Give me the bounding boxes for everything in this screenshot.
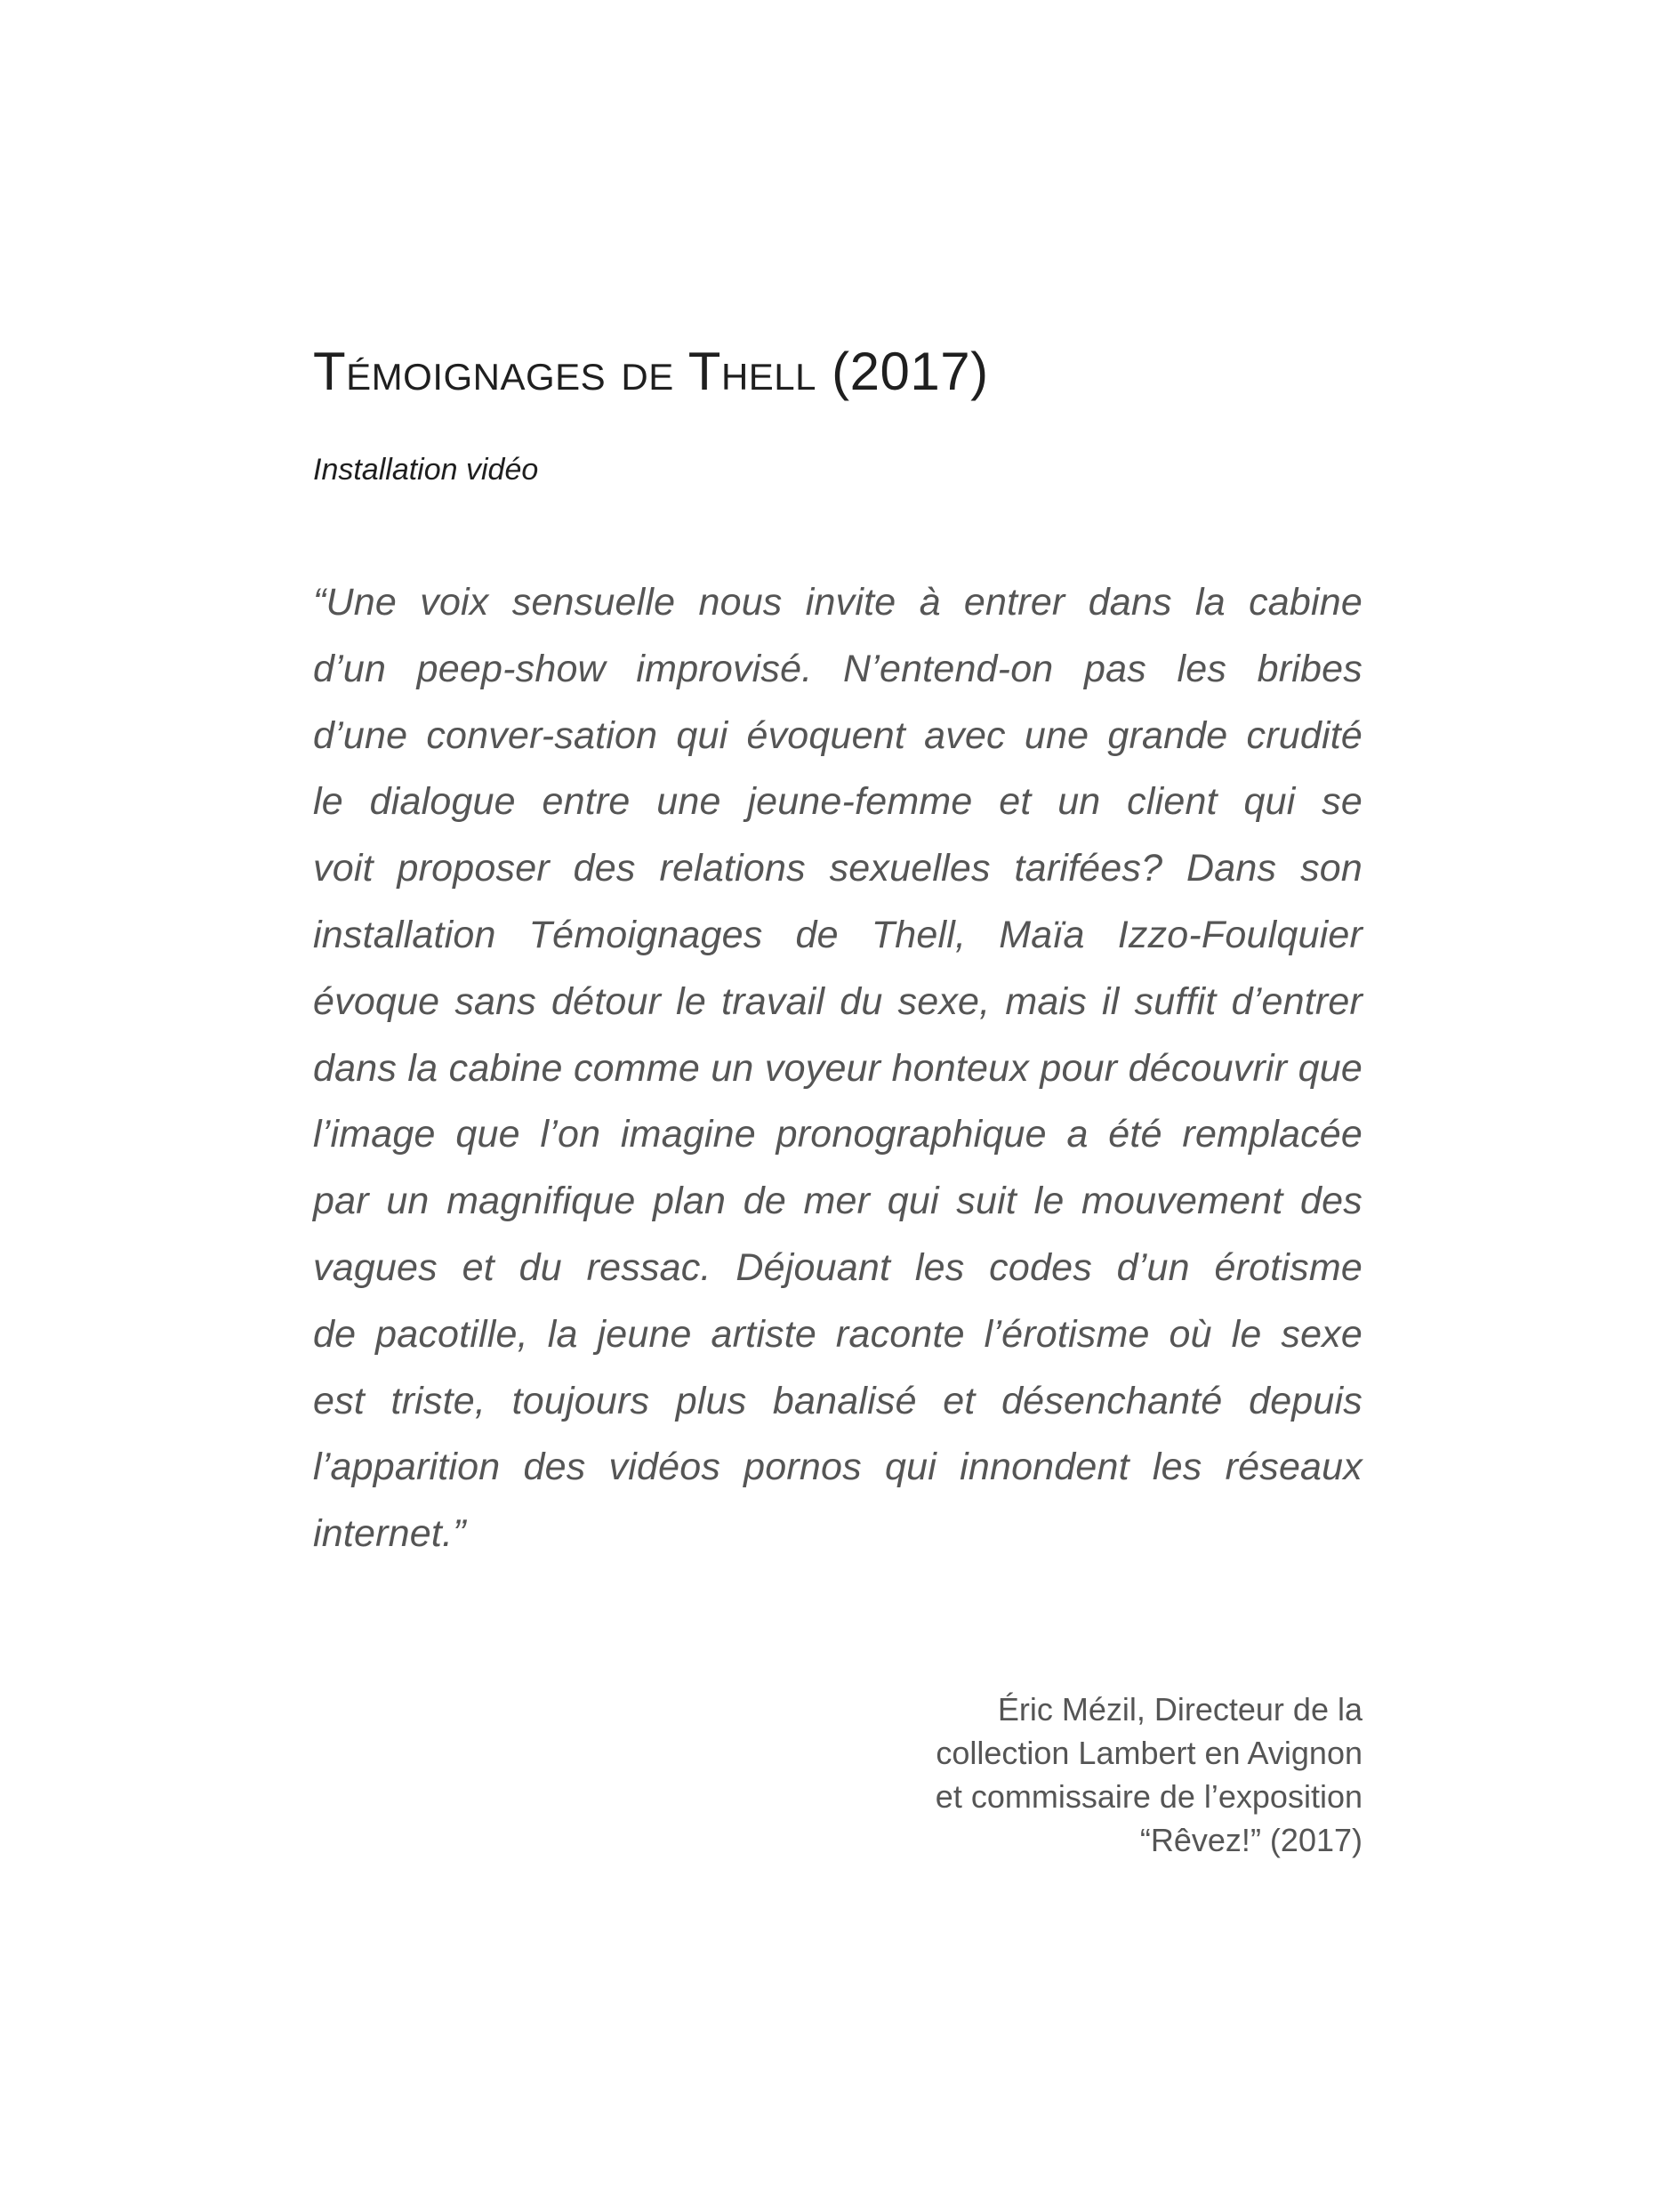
quote-line: par un magnifique plan de mer qui suit le mouvement des (313, 1180, 1362, 1223)
quote-line: internet.” (313, 1512, 466, 1556)
quote-line: le dialogue entre une jeune-femme et un client qui se (313, 780, 1362, 824)
quote-line: d’une conver-sation qui évoquent avec une grande crudité (313, 713, 1362, 757)
quote-line: l’apparition des vidéos pornos qui innondent les réseaux (313, 1446, 1362, 1489)
attribution-block (936, 1687, 1362, 1862)
document-subtitle: Installation vidéo (313, 453, 539, 487)
quote-line: évoque sans détour le travail du sexe, mais il suffit d’entrer (313, 979, 1362, 1023)
quote-line: est triste, toujours plus banalisé et désenchanté depuis (313, 1379, 1362, 1422)
quote-block (313, 569, 1362, 1567)
attribution-line: Éric Mézil, Directeur de la (997, 1691, 1362, 1728)
attribution-line: et commissaire de l’exposition (935, 1778, 1362, 1815)
quote-line: vagues et du ressac. Déjouant les codes d’un érotisme (313, 1245, 1362, 1289)
attribution-line: collection Lambert en Avignon (936, 1735, 1362, 1771)
quote-line: de pacotille, la jeune artiste raconte l’érotisme où le sexe (313, 1312, 1362, 1356)
document-title: Témoignages de Thell (2017) (313, 342, 989, 401)
quote-line: “Une voix sensuelle nous invite à entrer dans la cabine (313, 581, 1362, 624)
quote-line: l’image que l’on imagine pronographique a été remplacée (313, 1113, 1362, 1156)
quote-line: dans la cabine comme un voyeur honteux pour découvrir que (313, 1046, 1362, 1090)
quote-line: d’un peep-show improvisé. N’entend-on pas les bribes (313, 647, 1362, 690)
quote-line: voit proposer des relations sexuelles tarifées? Dans son (313, 847, 1362, 890)
attribution-line: “Rêvez!” (2017) (1139, 1822, 1362, 1858)
quote-line: installation Témoignages de Thell, Maïa Izzo-Foulquier (313, 913, 1362, 956)
